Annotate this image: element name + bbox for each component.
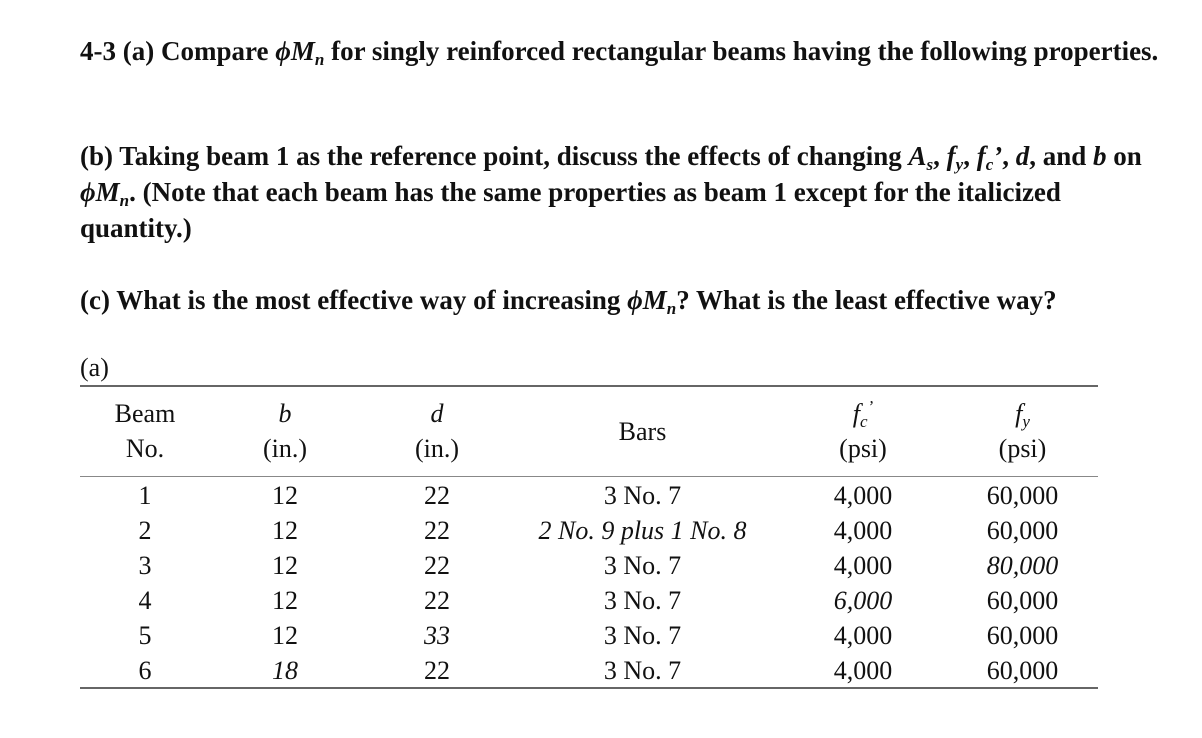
cell-b-changed: 18 bbox=[272, 656, 298, 685]
cell-d: 22 bbox=[424, 656, 450, 685]
cell-bars: 3 No. 7 bbox=[603, 621, 682, 650]
header-fc-unit: (psi) bbox=[839, 434, 887, 463]
b-symbol: b bbox=[1093, 141, 1107, 171]
header-b-unit: (in.) bbox=[262, 434, 308, 463]
cell-d: 22 bbox=[424, 551, 450, 580]
cell-beam-no: 6 bbox=[138, 656, 152, 685]
header-fy-unit: (psi) bbox=[998, 434, 1047, 463]
cell-fc: 4,000 bbox=[833, 481, 893, 510]
cell-b: 12 bbox=[272, 586, 298, 615]
cell-fy: 60,000 bbox=[986, 516, 1059, 545]
header-d-symbol: d bbox=[430, 399, 444, 428]
cell-bars: 3 No. 7 bbox=[603, 481, 682, 510]
fc-prime-symbol: $f_c$’ bbox=[976, 141, 1003, 174]
phi-mn-symbol: $\phi M_n$ bbox=[80, 177, 130, 210]
cell-fc: 4,000 bbox=[833, 516, 893, 545]
table-top-rule bbox=[80, 385, 1098, 387]
header-b-symbol: b bbox=[278, 399, 292, 428]
cell-fy: 60,000 bbox=[986, 656, 1059, 685]
cell-b: 12 bbox=[272, 516, 298, 545]
problem-part-c: (c) What is the most effective way of increasing $\phi M_n$? What is the least effective way? bbox=[80, 285, 1057, 318]
cell-beam-no: 4 bbox=[138, 586, 152, 615]
d-symbol: d bbox=[1015, 141, 1030, 171]
fy-symbol: $f_y$ bbox=[946, 141, 964, 174]
cell-bars: 3 No. 7 bbox=[603, 656, 682, 685]
part-a-label: (a) bbox=[80, 353, 109, 382]
header-bars: Bars bbox=[618, 417, 667, 446]
cell-b: 12 bbox=[272, 481, 298, 510]
table-header-rule bbox=[80, 476, 1098, 477]
cell-fy: 60,000 bbox=[986, 481, 1059, 510]
cell-d: 22 bbox=[424, 586, 450, 615]
cell-fy-changed: 80,000 bbox=[986, 551, 1059, 580]
phi-mn-symbol: $\phi M_n$ bbox=[627, 285, 677, 318]
problem-part-b: (b) Taking beam 1 as the reference point, discuss the effects of changing $A_s$, $f_y$, $f_c$’, d, and b on $\phi M_n$. (Note that each beam has the same properties as beam 1 except for the italicized quantity.) bbox=[80, 141, 1142, 243]
cell-fc: 4,000 bbox=[833, 656, 893, 685]
header-d-unit: (in.) bbox=[414, 434, 460, 463]
cell-fy: 60,000 bbox=[986, 586, 1059, 615]
header-beam-line1: Beam bbox=[114, 399, 176, 428]
header-fc-symbol: $f_c^’$ bbox=[852, 397, 874, 431]
header-beam-line2: No. bbox=[125, 434, 165, 463]
cell-beam-no: 5 bbox=[138, 621, 152, 650]
cell-beam-no: 3 bbox=[138, 551, 152, 580]
header-fy-symbol: $f_y$ bbox=[1015, 399, 1030, 431]
problem-part-a: 4-3 (a) Compare $\phi M_n$ for singly reinforced rectangular beams having the following properties. bbox=[80, 36, 1159, 69]
table-bottom-rule bbox=[80, 687, 1098, 689]
cell-beam-no: 2 bbox=[138, 516, 152, 545]
cell-beam-no: 1 bbox=[138, 481, 152, 510]
cell-d-changed: 33 bbox=[424, 621, 450, 650]
cell-fc: 4,000 bbox=[833, 621, 893, 650]
phi-mn-symbol: $\phi M_n$ bbox=[275, 36, 325, 69]
cell-d: 22 bbox=[424, 516, 450, 545]
cell-b: 12 bbox=[272, 621, 298, 650]
cell-bars-changed: 2 No. 9 plus 1 No. 8 bbox=[538, 516, 747, 545]
cell-bars: 3 No. 7 bbox=[603, 551, 682, 580]
cell-fy: 60,000 bbox=[986, 621, 1059, 650]
cell-d: 22 bbox=[424, 481, 450, 510]
cell-b: 12 bbox=[272, 551, 298, 580]
cell-bars: 3 No. 7 bbox=[603, 586, 682, 615]
cell-fc-changed: 6,000 bbox=[833, 586, 893, 615]
cell-fc: 4,000 bbox=[833, 551, 893, 580]
as-symbol: $A_s$ bbox=[908, 141, 934, 174]
